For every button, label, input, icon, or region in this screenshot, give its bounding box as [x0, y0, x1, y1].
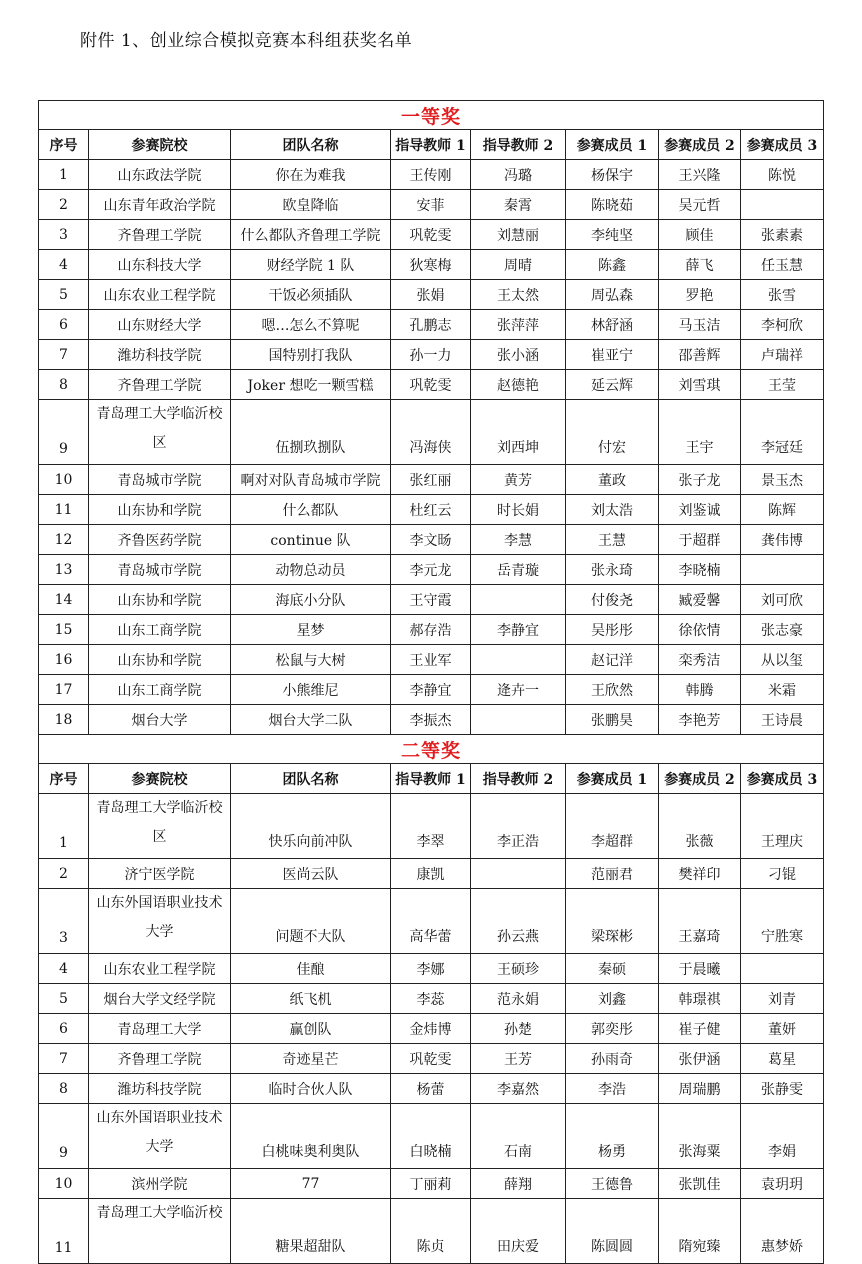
table-row: [39, 465, 824, 495]
member-2-cell: 薛飞: [659, 250, 741, 280]
header-team: 团队名称: [231, 764, 391, 794]
member-2-cell: 刘鉴诚: [659, 495, 741, 525]
seq-cell: 5: [39, 984, 89, 1014]
advisor-1-cell: 杜红云: [391, 495, 471, 525]
table-row: [39, 160, 824, 190]
table-row: [39, 220, 824, 250]
table-row: [39, 555, 824, 585]
member-2-cell: 李晓楠: [659, 555, 741, 585]
advisor-1-cell: 李蕊: [391, 984, 471, 1014]
seq-cell: 10: [39, 465, 89, 495]
header-advisor-2: 指导教师 2: [471, 130, 566, 160]
school-cell: 山东科技大学: [89, 250, 231, 280]
advisor-1-cell: 金炜博: [391, 1014, 471, 1044]
member-1-cell: 李浩: [566, 1074, 659, 1104]
member-3-cell: 米霜: [741, 675, 824, 705]
member-3-cell: 刘青: [741, 984, 824, 1014]
member-3-cell: 张志豪: [741, 615, 824, 645]
table-row: [39, 645, 824, 675]
member-2-cell: 张薇: [659, 794, 741, 859]
member-3-cell: 张素素: [741, 220, 824, 250]
table-header-row: [39, 764, 824, 794]
seq-cell: 7: [39, 1044, 89, 1074]
school-cell: 滨州学院: [89, 1169, 231, 1199]
member-1-cell: 王慧: [566, 525, 659, 555]
seq-cell: 8: [39, 370, 89, 400]
member-1-cell: 陈晓茹: [566, 190, 659, 220]
member-2-cell: 邵善辉: [659, 340, 741, 370]
advisor-2-cell: 刘西坤: [471, 400, 566, 465]
table-row: [39, 1044, 824, 1074]
member-3-cell: [741, 555, 824, 585]
advisor-1-cell: 陈贞: [391, 1199, 471, 1264]
table-row: [39, 615, 824, 645]
member-1-cell: 付俊尧: [566, 585, 659, 615]
member-1-cell: 陈圆圆: [566, 1199, 659, 1264]
advisor-2-cell: 王太然: [471, 280, 566, 310]
award-section-row: [39, 735, 824, 764]
table-row: [39, 400, 824, 465]
member-2-cell: 王兴隆: [659, 160, 741, 190]
table-row: [39, 675, 824, 705]
member-1-cell: 孙雨奇: [566, 1044, 659, 1074]
table-row: [39, 1169, 824, 1199]
school-cell: 烟台大学文经学院: [89, 984, 231, 1014]
member-3-cell: 惠梦娇: [741, 1199, 824, 1264]
table-row: [39, 370, 824, 400]
member-3-cell: 董妍: [741, 1014, 824, 1044]
seq-cell: 4: [39, 250, 89, 280]
advisor-2-cell: 周晴: [471, 250, 566, 280]
team-cell: 松鼠与大树: [231, 645, 391, 675]
team-cell: 伍捌玖捌队: [231, 400, 391, 465]
advisor-2-cell: 张小涵: [471, 340, 566, 370]
advisor-1-cell: 孙一力: [391, 340, 471, 370]
table-row: [39, 525, 824, 555]
seq-cell: 6: [39, 1014, 89, 1044]
school-cell: 潍坊科技学院: [89, 340, 231, 370]
team-cell: 77: [231, 1169, 391, 1199]
member-3-cell: 张雪: [741, 280, 824, 310]
seq-cell: 15: [39, 615, 89, 645]
advisor-2-cell: 田庆爱: [471, 1199, 566, 1264]
advisor-1-cell: 杨蕾: [391, 1074, 471, 1104]
advisor-2-cell: [471, 859, 566, 889]
advisor-2-cell: 秦霄: [471, 190, 566, 220]
school-cell: 青岛理工大学临沂校区: [89, 794, 231, 859]
seq-cell: 3: [39, 889, 89, 954]
school-cell: 齐鲁医药学院: [89, 525, 231, 555]
team-cell: 什么都队齐鲁理工学院: [231, 220, 391, 250]
member-1-cell: 赵记洋: [566, 645, 659, 675]
advisor-1-cell: 王守霞: [391, 585, 471, 615]
team-cell: 嗯…怎么不算呢: [231, 310, 391, 340]
advisor-1-cell: 巩乾雯: [391, 370, 471, 400]
member-3-cell: 李娟: [741, 1104, 824, 1169]
team-cell: 白桃味奥利奥队: [231, 1104, 391, 1169]
header-member-2: 参赛成员 2: [659, 130, 741, 160]
member-1-cell: 李超群: [566, 794, 659, 859]
member-2-cell: 刘雪琪: [659, 370, 741, 400]
seq-cell: 2: [39, 190, 89, 220]
header-member-2: 参赛成员 2: [659, 764, 741, 794]
advisor-2-cell: 逄卉一: [471, 675, 566, 705]
advisor-2-cell: 黄芳: [471, 465, 566, 495]
header-member-1: 参赛成员 1: [566, 130, 659, 160]
seq-cell: 7: [39, 340, 89, 370]
advisor-2-cell: [471, 705, 566, 735]
team-cell: 你在为难我: [231, 160, 391, 190]
advisor-2-cell: 薛翔: [471, 1169, 566, 1199]
awards-table: [38, 100, 824, 1264]
advisor-2-cell: 范永娟: [471, 984, 566, 1014]
seq-cell: 3: [39, 220, 89, 250]
seq-cell: 9: [39, 1104, 89, 1169]
member-2-cell: 张海粟: [659, 1104, 741, 1169]
table-row: [39, 954, 824, 984]
member-2-cell: 周瑞鹏: [659, 1074, 741, 1104]
school-cell: 烟台大学: [89, 705, 231, 735]
member-2-cell: 栾秀洁: [659, 645, 741, 675]
school-cell: 潍坊科技学院: [89, 1074, 231, 1104]
school-cell: 山东协和学院: [89, 495, 231, 525]
award-section-title: 二等奖: [39, 735, 824, 764]
advisor-1-cell: 张娟: [391, 280, 471, 310]
advisor-2-cell: 李慧: [471, 525, 566, 555]
award-section-title: 一等奖: [39, 101, 824, 130]
table-row: [39, 495, 824, 525]
seq-cell: 13: [39, 555, 89, 585]
member-3-cell: 宁胜寒: [741, 889, 824, 954]
member-2-cell: 隋宛臻: [659, 1199, 741, 1264]
member-3-cell: 李柯欣: [741, 310, 824, 340]
team-cell: 小熊维尼: [231, 675, 391, 705]
advisor-1-cell: 王传刚: [391, 160, 471, 190]
team-cell: 赢创队: [231, 1014, 391, 1044]
school-cell: 山东工商学院: [89, 675, 231, 705]
school-cell: 青岛理工大学临沂校区: [89, 400, 231, 465]
advisor-1-cell: 李娜: [391, 954, 471, 984]
school-cell: 山东青年政治学院: [89, 190, 231, 220]
table-row: [39, 705, 824, 735]
awards-table-body: [39, 101, 824, 1264]
document-title: 附件 1、创业综合模拟竞赛本科组获奖名单: [80, 31, 413, 51]
header-member-3: 参赛成员 3: [741, 130, 824, 160]
member-2-cell: 韩璟祺: [659, 984, 741, 1014]
table-row: [39, 859, 824, 889]
advisor-2-cell: 孙楚: [471, 1014, 566, 1044]
award-section-row: [39, 101, 824, 130]
advisor-1-cell: 巩乾雯: [391, 1044, 471, 1074]
school-cell: 青岛城市学院: [89, 465, 231, 495]
seq-cell: 8: [39, 1074, 89, 1104]
member-1-cell: 刘鑫: [566, 984, 659, 1014]
table-header-row: [39, 130, 824, 160]
member-2-cell: 韩腾: [659, 675, 741, 705]
member-3-cell: 袁玥玥: [741, 1169, 824, 1199]
table-row: [39, 190, 824, 220]
advisor-2-cell: 赵德艳: [471, 370, 566, 400]
seq-cell: 2: [39, 859, 89, 889]
header-advisor-2: 指导教师 2: [471, 764, 566, 794]
team-cell: 快乐向前冲队: [231, 794, 391, 859]
member-1-cell: 周弘森: [566, 280, 659, 310]
advisor-1-cell: 冯海侠: [391, 400, 471, 465]
member-3-cell: 龚伟博: [741, 525, 824, 555]
seq-cell: 5: [39, 280, 89, 310]
member-3-cell: 王理庆: [741, 794, 824, 859]
school-cell: 山东协和学院: [89, 645, 231, 675]
team-cell: 什么都队: [231, 495, 391, 525]
school-cell: 山东外国语职业技术大学: [89, 1104, 231, 1169]
member-3-cell: 葛星: [741, 1044, 824, 1074]
member-1-cell: 付宏: [566, 400, 659, 465]
member-1-cell: 吴彤彤: [566, 615, 659, 645]
advisor-1-cell: 白晓楠: [391, 1104, 471, 1169]
team-cell: 纸飞机: [231, 984, 391, 1014]
member-2-cell: 马玉洁: [659, 310, 741, 340]
member-3-cell: 陈悦: [741, 160, 824, 190]
member-1-cell: 王欣然: [566, 675, 659, 705]
member-2-cell: 于超群: [659, 525, 741, 555]
table-row: [39, 984, 824, 1014]
header-seq: 序号: [39, 130, 89, 160]
member-2-cell: 臧爱馨: [659, 585, 741, 615]
member-3-cell: 王诗晨: [741, 705, 824, 735]
team-cell: 临时合伙人队: [231, 1074, 391, 1104]
seq-cell: 10: [39, 1169, 89, 1199]
advisor-1-cell: 李翠: [391, 794, 471, 859]
member-1-cell: 陈鑫: [566, 250, 659, 280]
member-2-cell: 顾佳: [659, 220, 741, 250]
table-row: [39, 1104, 824, 1169]
team-cell: 干饭必须插队: [231, 280, 391, 310]
advisor-1-cell: 张红丽: [391, 465, 471, 495]
advisor-1-cell: 巩乾雯: [391, 220, 471, 250]
advisor-2-cell: 王硕珍: [471, 954, 566, 984]
header-member-1: 参赛成员 1: [566, 764, 659, 794]
member-2-cell: 于晨曦: [659, 954, 741, 984]
member-1-cell: 郭奕彤: [566, 1014, 659, 1044]
seq-cell: 1: [39, 794, 89, 859]
header-seq: 序号: [39, 764, 89, 794]
table-row: [39, 310, 824, 340]
advisor-1-cell: 李静宜: [391, 675, 471, 705]
advisor-1-cell: 李振杰: [391, 705, 471, 735]
team-cell: 星梦: [231, 615, 391, 645]
advisor-2-cell: 时长娟: [471, 495, 566, 525]
member-1-cell: 张鹏昊: [566, 705, 659, 735]
member-2-cell: 张子龙: [659, 465, 741, 495]
member-2-cell: 罗艳: [659, 280, 741, 310]
advisor-2-cell: 石南: [471, 1104, 566, 1169]
advisor-2-cell: 冯璐: [471, 160, 566, 190]
table-row: [39, 585, 824, 615]
seq-cell: 16: [39, 645, 89, 675]
member-1-cell: 崔亚宁: [566, 340, 659, 370]
advisor-1-cell: 孔鹏志: [391, 310, 471, 340]
header-advisor-1: 指导教师 1: [391, 130, 471, 160]
member-2-cell: 李艳芳: [659, 705, 741, 735]
seq-cell: 18: [39, 705, 89, 735]
advisor-1-cell: 王业军: [391, 645, 471, 675]
table-row: [39, 1074, 824, 1104]
member-1-cell: 王德鲁: [566, 1169, 659, 1199]
header-team: 团队名称: [231, 130, 391, 160]
school-cell: 山东农业工程学院: [89, 954, 231, 984]
advisor-1-cell: 丁丽莉: [391, 1169, 471, 1199]
advisor-2-cell: 张萍萍: [471, 310, 566, 340]
advisor-2-cell: 李嘉然: [471, 1074, 566, 1104]
member-2-cell: 崔子健: [659, 1014, 741, 1044]
member-1-cell: 秦硕: [566, 954, 659, 984]
team-cell: 烟台大学二队: [231, 705, 391, 735]
advisor-2-cell: [471, 645, 566, 675]
team-cell: 海底小分队: [231, 585, 391, 615]
member-2-cell: 张伊涵: [659, 1044, 741, 1074]
advisor-1-cell: 郝存浩: [391, 615, 471, 645]
team-cell: 国特别打我队: [231, 340, 391, 370]
seq-cell: 6: [39, 310, 89, 340]
member-3-cell: 卢瑞祥: [741, 340, 824, 370]
seq-cell: 12: [39, 525, 89, 555]
team-cell: continue 队: [231, 525, 391, 555]
member-1-cell: 杨保宇: [566, 160, 659, 190]
seq-cell: 9: [39, 400, 89, 465]
table-row: [39, 340, 824, 370]
table-row: [39, 280, 824, 310]
header-member-3: 参赛成员 3: [741, 764, 824, 794]
advisor-2-cell: 刘慧丽: [471, 220, 566, 250]
header-advisor-1: 指导教师 1: [391, 764, 471, 794]
member-2-cell: 王嘉琦: [659, 889, 741, 954]
advisor-1-cell: 高华蕾: [391, 889, 471, 954]
member-3-cell: [741, 190, 824, 220]
seq-cell: 1: [39, 160, 89, 190]
team-cell: 啊对对队青岛城市学院: [231, 465, 391, 495]
school-cell: 青岛理工大学临沂校: [89, 1199, 231, 1264]
team-cell: 问题不大队: [231, 889, 391, 954]
team-cell: 财经学院 1 队: [231, 250, 391, 280]
advisor-2-cell: 岳青璇: [471, 555, 566, 585]
member-3-cell: [741, 954, 824, 984]
advisor-2-cell: 王芳: [471, 1044, 566, 1074]
advisor-1-cell: 李文旸: [391, 525, 471, 555]
school-cell: 青岛理工大学: [89, 1014, 231, 1044]
member-1-cell: 林舒涵: [566, 310, 659, 340]
team-cell: 奇迹星芒: [231, 1044, 391, 1074]
team-cell: 医尚云队: [231, 859, 391, 889]
member-2-cell: 樊祥印: [659, 859, 741, 889]
seq-cell: 11: [39, 1199, 89, 1264]
member-3-cell: 李冠廷: [741, 400, 824, 465]
member-2-cell: 徐依情: [659, 615, 741, 645]
seq-cell: 14: [39, 585, 89, 615]
member-3-cell: 任玉慧: [741, 250, 824, 280]
header-school: 参赛院校: [89, 764, 231, 794]
team-cell: 欧皇降临: [231, 190, 391, 220]
school-cell: 济宁医学院: [89, 859, 231, 889]
member-1-cell: 杨勇: [566, 1104, 659, 1169]
school-cell: 山东财经大学: [89, 310, 231, 340]
school-cell: 山东工商学院: [89, 615, 231, 645]
advisor-2-cell: 孙云燕: [471, 889, 566, 954]
member-3-cell: 刁锟: [741, 859, 824, 889]
team-cell: Joker 想吃一颗雪糕: [231, 370, 391, 400]
member-3-cell: 陈辉: [741, 495, 824, 525]
member-1-cell: 梁琛彬: [566, 889, 659, 954]
table-row: [39, 250, 824, 280]
member-3-cell: 刘可欣: [741, 585, 824, 615]
advisor-2-cell: [471, 585, 566, 615]
table-row: [39, 1014, 824, 1044]
advisor-1-cell: 狄寒梅: [391, 250, 471, 280]
team-cell: 动物总动员: [231, 555, 391, 585]
member-1-cell: 范丽君: [566, 859, 659, 889]
member-2-cell: 吴元哲: [659, 190, 741, 220]
member-2-cell: 张凯佳: [659, 1169, 741, 1199]
advisor-2-cell: 李静宜: [471, 615, 566, 645]
school-cell: 山东外国语职业技术大学: [89, 889, 231, 954]
table-row: [39, 794, 824, 859]
member-2-cell: 王宇: [659, 400, 741, 465]
member-3-cell: 景玉杰: [741, 465, 824, 495]
advisor-1-cell: 康凯: [391, 859, 471, 889]
school-cell: 齐鲁理工学院: [89, 370, 231, 400]
school-cell: 齐鲁理工学院: [89, 1044, 231, 1074]
member-1-cell: 张永琦: [566, 555, 659, 585]
header-school: 参赛院校: [89, 130, 231, 160]
team-cell: 佳酿: [231, 954, 391, 984]
table-row: [39, 1199, 824, 1264]
member-1-cell: 刘太浩: [566, 495, 659, 525]
seq-cell: 11: [39, 495, 89, 525]
school-cell: 齐鲁理工学院: [89, 220, 231, 250]
advisor-2-cell: 李正浩: [471, 794, 566, 859]
member-1-cell: 李纯坚: [566, 220, 659, 250]
team-cell: 糖果超甜队: [231, 1199, 391, 1264]
school-cell: 山东政法学院: [89, 160, 231, 190]
seq-cell: 17: [39, 675, 89, 705]
member-1-cell: 延云辉: [566, 370, 659, 400]
member-3-cell: 从以玺: [741, 645, 824, 675]
member-1-cell: 董政: [566, 465, 659, 495]
table-row: [39, 889, 824, 954]
seq-cell: 4: [39, 954, 89, 984]
member-3-cell: 张静雯: [741, 1074, 824, 1104]
advisor-1-cell: 安菲: [391, 190, 471, 220]
school-cell: 山东协和学院: [89, 585, 231, 615]
school-cell: 青岛城市学院: [89, 555, 231, 585]
member-3-cell: 王莹: [741, 370, 824, 400]
school-cell: 山东农业工程学院: [89, 280, 231, 310]
advisor-1-cell: 李元龙: [391, 555, 471, 585]
